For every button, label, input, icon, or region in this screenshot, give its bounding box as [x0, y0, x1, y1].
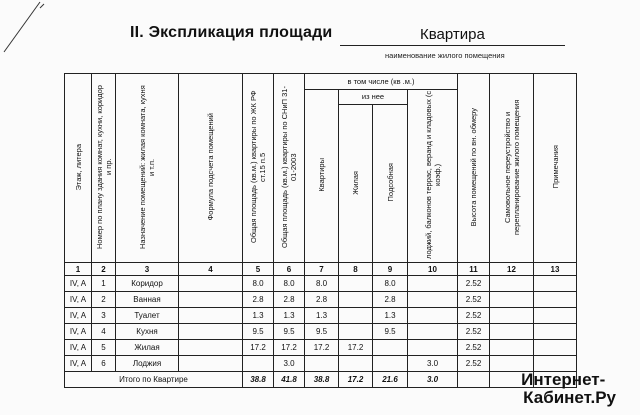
- table-cell: 2.52: [458, 292, 490, 308]
- table-cell: [490, 324, 534, 340]
- table-cell: [490, 292, 534, 308]
- explication-table: [64, 73, 577, 388]
- table-cell: [534, 292, 577, 308]
- table-cell: 2.52: [458, 356, 490, 372]
- column-number: 2: [92, 263, 116, 276]
- watermark-line: Интернет-: [521, 370, 606, 389]
- table-cell: 5: [92, 340, 116, 356]
- table-cell: 6: [92, 356, 116, 372]
- total-row: [65, 372, 577, 388]
- subgroup-header: из нее: [339, 90, 408, 105]
- table-cell: Туалет: [116, 308, 179, 324]
- table-cell: 2.8: [305, 292, 339, 308]
- table-cell: 8.0: [305, 276, 339, 292]
- table-cell: [534, 276, 577, 292]
- table-cell: [243, 356, 274, 372]
- table-cell: [179, 324, 243, 340]
- table-cell: [339, 324, 373, 340]
- table-cell: [490, 276, 534, 292]
- table-cell: 9.5: [243, 324, 274, 340]
- column-number-row: [65, 263, 577, 276]
- table-cell: [408, 276, 458, 292]
- table-cell: [490, 340, 534, 356]
- header-cell: Самовольное переустройство и перепланирование жилого помещения: [490, 74, 534, 263]
- group-header: в том числе (кв .м.): [305, 74, 458, 90]
- corner-scribble-mark: [0, 0, 80, 60]
- header-cell: Общая площадь (кв.м.) квартиры по ЖК РФ ст.15 п.5: [243, 74, 274, 263]
- page-title: II. Экспликация площади: [130, 24, 333, 41]
- column-number: 5: [243, 263, 274, 276]
- table-cell: [408, 340, 458, 356]
- column-number: 1: [65, 263, 92, 276]
- table-cell: 2.52: [458, 276, 490, 292]
- total-label: Итого по Квартире: [65, 372, 243, 388]
- table-cell: 3: [92, 308, 116, 324]
- table-cell: [534, 308, 577, 324]
- column-number: 10: [408, 263, 458, 276]
- title-caption: наименование жилого помещения: [385, 51, 505, 60]
- table-row: [65, 292, 577, 308]
- column-number: 13: [534, 263, 577, 276]
- table-cell: [339, 276, 373, 292]
- table-cell: [305, 356, 339, 372]
- table-cell: 3.0: [408, 356, 458, 372]
- table-cell: 1: [92, 276, 116, 292]
- table-cell: Лоджия: [116, 356, 179, 372]
- table-cell: [373, 356, 408, 372]
- table-row: [65, 308, 577, 324]
- header-cell: Общая площадь (кв.м.) квартиры по СНиП 31-01-2003: [274, 74, 305, 263]
- table-cell: 8.0: [274, 276, 305, 292]
- table-cell: [179, 340, 243, 356]
- table-cell: 9.5: [373, 324, 408, 340]
- table-cell: 8.0: [373, 276, 408, 292]
- table-cell: 2.52: [458, 324, 490, 340]
- table-cell: [339, 356, 373, 372]
- table-cell: Ванная: [116, 292, 179, 308]
- site-watermark: [521, 371, 616, 407]
- table-cell: [179, 276, 243, 292]
- total-cell: 3.0: [408, 372, 458, 388]
- table-cell: 9.5: [305, 324, 339, 340]
- column-number: 9: [373, 263, 408, 276]
- table-row: [65, 276, 577, 292]
- table-cell: IV, A: [65, 356, 92, 372]
- table-cell: [534, 324, 577, 340]
- table-row: [65, 340, 577, 356]
- table-cell: [179, 292, 243, 308]
- table-cell: IV, A: [65, 276, 92, 292]
- total-cell: 17.2: [339, 372, 373, 388]
- table-cell: [534, 340, 577, 356]
- table-cell: [408, 292, 458, 308]
- column-number: 4: [179, 263, 243, 276]
- table-cell: 2.8: [373, 292, 408, 308]
- watermark-line: Кабинет.Ру: [523, 388, 616, 407]
- table-cell: 2.52: [458, 308, 490, 324]
- table-cell: IV, A: [65, 340, 92, 356]
- table-cell: 1.3: [243, 308, 274, 324]
- table-cell: 17.2: [243, 340, 274, 356]
- table-cell: 17.2: [274, 340, 305, 356]
- table-cell: [179, 308, 243, 324]
- header-cell: Примечания: [534, 74, 577, 263]
- column-number: 7: [305, 263, 339, 276]
- table-cell: 2.8: [274, 292, 305, 308]
- table-cell: 1.3: [305, 308, 339, 324]
- header-cell: Жилая: [339, 104, 373, 262]
- column-number: 12: [490, 263, 534, 276]
- column-number: 8: [339, 263, 373, 276]
- title-underline: [340, 45, 565, 46]
- table-cell: 2.8: [243, 292, 274, 308]
- table-cell: Кухня: [116, 324, 179, 340]
- header-cell: Подсобная: [373, 104, 408, 262]
- table-cell: 1.3: [373, 308, 408, 324]
- column-number: 3: [116, 263, 179, 276]
- table-cell: [408, 308, 458, 324]
- table-cell: [408, 324, 458, 340]
- total-cell: [458, 372, 490, 388]
- table-cell: 17.2: [339, 340, 373, 356]
- dwelling-type-value: Квартира: [420, 26, 485, 43]
- table-row: [65, 356, 577, 372]
- table-cell: [490, 308, 534, 324]
- total-cell: 38.8: [243, 372, 274, 388]
- table-cell: [339, 308, 373, 324]
- header-cell: Назначение помещений: жилая комната, кухня и т.п.: [116, 74, 179, 263]
- table-cell: 1.3: [274, 308, 305, 324]
- table-cell: IV, A: [65, 324, 92, 340]
- table-cell: IV, A: [65, 292, 92, 308]
- table-row: [65, 324, 577, 340]
- header-cell: Квартиры: [305, 90, 339, 263]
- table-cell: Коридор: [116, 276, 179, 292]
- table-cell: 3.0: [274, 356, 305, 372]
- table-cell: 9.5: [274, 324, 305, 340]
- total-cell: 38.8: [305, 372, 339, 388]
- header-cell: лоджий, балконов террас, веранд и кладовых (с коэф.): [408, 90, 458, 263]
- table-cell: 4: [92, 324, 116, 340]
- total-cell: 21.6: [373, 372, 408, 388]
- header-cell: Номер по плану здания комнат, кухни, коридор и пр.: [92, 74, 116, 263]
- column-number: 6: [274, 263, 305, 276]
- table-cell: 8.0: [243, 276, 274, 292]
- column-number: 11: [458, 263, 490, 276]
- header-cell: Формула подсчета помещений: [179, 74, 243, 263]
- total-cell: 41.8: [274, 372, 305, 388]
- header-cell: Высота помещений по вн. обмеру: [458, 74, 490, 263]
- table-cell: [373, 340, 408, 356]
- table-cell: [179, 356, 243, 372]
- table-cell: [339, 292, 373, 308]
- table-cell: 2.52: [458, 340, 490, 356]
- table-cell: Жилая: [116, 340, 179, 356]
- table-cell: IV, A: [65, 308, 92, 324]
- header-cell: Этаж, литера: [65, 74, 92, 263]
- table-cell: 17.2: [305, 340, 339, 356]
- table-cell: 2: [92, 292, 116, 308]
